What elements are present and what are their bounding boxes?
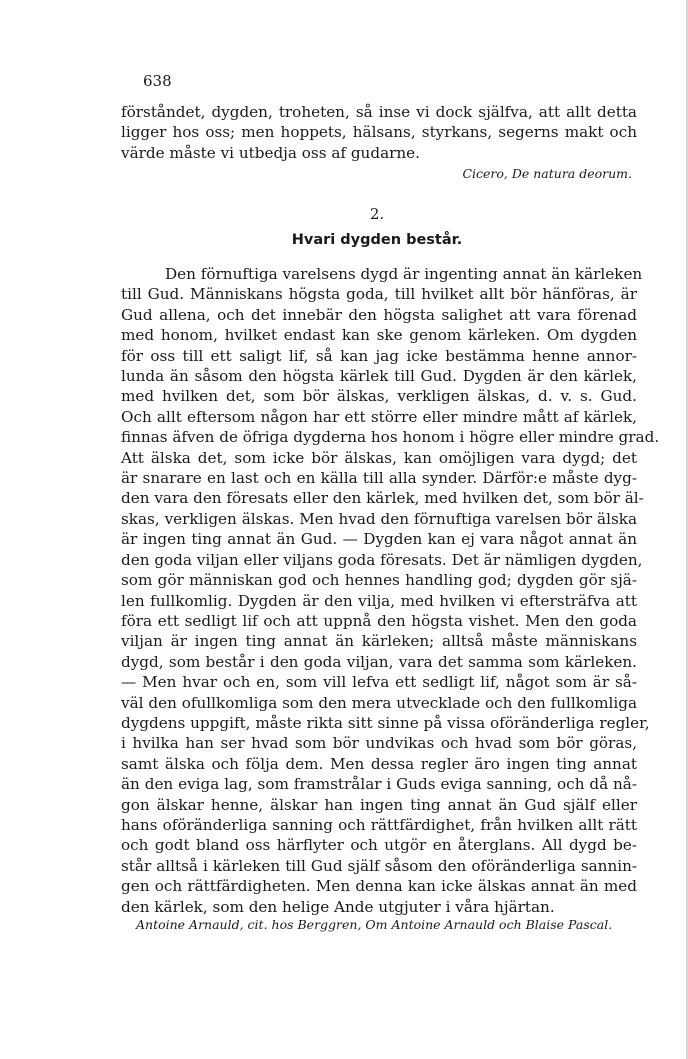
body-line: som gör människan god och hennes handling god; dygden gör sjä- — [121, 571, 637, 590]
source-citation-arnauld: Antoine Arnauld, cit. hos Berggren, Om Antoine Arnauld och Blaise Pascal. — [136, 917, 613, 932]
body-line: med hvilken det, som bör älskas, verkligen älskas, d. v. s. Gud. — [121, 387, 637, 406]
body-line: samt älska och följa dem. Men dessa regler äro ingen ting annat — [121, 754, 637, 773]
body-line: gon älskar henne, älskar han ingen ting annat än Gud själf eller — [121, 795, 637, 814]
body-line: Den förnuftiga varelsens dygd är ingenting annat än kärleken — [165, 265, 643, 283]
body-line: finnas äfven de öfriga dygderna hos honom i högre eller mindre grad. — [121, 428, 660, 447]
body-line: till Gud. Människans högsta goda, till hvilket allt bör hänföras, är — [121, 285, 637, 304]
body-line: gen och rättfärdigheten. Men denna kan icke älskas annat än med — [121, 877, 637, 896]
body-line: är ingen ting annat än Gud. — Dygden kan ej vara något annat än — [121, 530, 637, 549]
body-line: för oss till ett saligt lif, så kan jag icke bestämma henne annor- — [121, 346, 637, 365]
body-line: len fullkomlig. Dygden är den vilja, med hvilken vi eftersträfva att — [121, 591, 637, 610]
body-line: med honom, hvilket endast kan ske genom kärleken. Om dygden — [121, 326, 637, 345]
body-line: i hvilka han ser hvad som bör undvikas och hvad som bör göras, — [121, 734, 637, 753]
intro-paragraph — [121, 102, 637, 163]
body-line: lunda än såsom den högsta kärlek till Gud. Dygden är den kärlek, — [121, 367, 637, 386]
body-line: Att älska det, som icke bör älskas, kan omöjligen vara dygd; det — [121, 448, 637, 467]
intro-line: värde måste vi utbedja oss af gudarne. — [121, 143, 420, 162]
body-line: den goda viljan eller viljans goda föresats. Det är nämligen dygden, — [121, 550, 643, 569]
body-line: Och allt eftersom någon har ett större eller mindre mått af kärlek, — [121, 407, 637, 426]
body-line: dygdens uppgift, måste rikta sitt sinne på vissa oföränderliga regler, — [121, 713, 650, 732]
body-line: hans oföränderliga sanning och rättfärdighet, från hvilken allt rätt — [121, 815, 637, 834]
body-line: föra ett sedligt lif och att uppnå den högsta vishet. Men den goda — [121, 611, 637, 630]
intro-line: förståndet, dygden, troheten, så inse vi dock själfva, att allt detta — [121, 103, 637, 121]
section-number: 2. — [369, 205, 385, 223]
body-line: Gud allena, och det innebär den högsta salighet att vara förenad — [121, 305, 637, 324]
page-number: 638 — [143, 72, 172, 90]
body-line: väl den ofullkomliga som den mera utvecklade och den fullkomliga — [121, 693, 637, 712]
body-line: den kärlek, som den helige Ande utgjuter i våra hjärtan. — [121, 897, 555, 916]
body-line: dygd, som består i den goda viljan, vara det samma som kärleken. — [121, 652, 637, 671]
body-line: den vara den föresats eller den kärlek, med hvilken det, som bör äl- — [121, 489, 644, 508]
intro-line: ligger hos oss; men hoppets, hälsans, styrkans, segerns makt och — [121, 123, 637, 142]
body-line: — Men hvar och en, som vill lefva ett sedligt lif, något som är så- — [121, 673, 637, 692]
body-line: står alltså i kärleken till Gud själf såsom den oföränderliga sannin- — [121, 856, 637, 875]
body-line: är snarare en last och en källa till alla synder. Därför:e måste dyg- — [121, 469, 637, 488]
body-line: och godt bland oss härflyter och utgör en återglans. All dygd be- — [121, 836, 637, 855]
body-paragraph — [121, 264, 660, 917]
section-title: Hvari dygden består. — [291, 232, 463, 248]
body-line: än den eviga lag, som framstrålar i Guds eviga sanning, och då nå- — [121, 775, 637, 794]
body-line: skas, verkligen älskas. Men hvad den förnuftiga varelsen bör älska — [121, 509, 637, 528]
body-line: viljan är ingen ting annat än kärleken; alltså måste människans — [121, 632, 637, 651]
source-citation-cicero: Cicero, De natura deorum. — [462, 166, 632, 181]
